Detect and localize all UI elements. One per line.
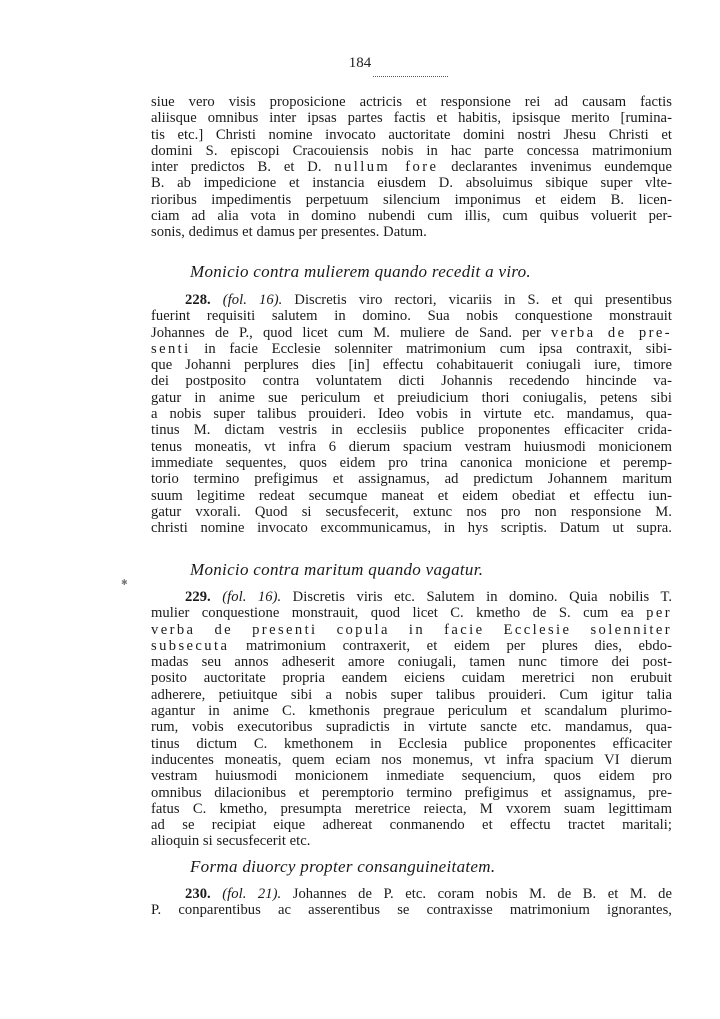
text-line: rum, vobis executoribus supradictis in virtute sancte etc. mandamus, qua-: [151, 719, 672, 736]
text-line: tenus moneatis, vt infra 6 dierum spacium vestram huiusmodi monicionem: [151, 438, 672, 455]
text-line: torio termino prefigimus et assignamus, ad predictum Johannem maritum: [151, 471, 672, 488]
page-number: 184: [348, 55, 372, 71]
text-fragment: Discretis viris etc. Salutem in domino. Quia nobilis T.: [292, 589, 673, 605]
text-fragment: Johannes de P. etc. coram nobis M. de B. et M. de: [292, 886, 672, 902]
section-229-body: [151, 589, 672, 850]
text-fragment: Discretis viro rectori, vicariis in S. et qui presentibus: [294, 292, 672, 308]
text-line: immediate sequentes, quos eidem pro trina canonica monicione et peremp-: [151, 454, 672, 471]
text-line: verba de presenti copula in facie Ecclesie solenniter: [151, 621, 672, 638]
text-line: sonis, dedimus et damus per presentes. Datum.: [151, 224, 427, 241]
text-line: rioribus impedimentis perpetuum silencium imponimus et eidem B. licen-: [151, 191, 672, 208]
text-line: vestram huiusmodi monicionem inmediate sequencium, quos eidem pro: [151, 768, 672, 785]
text-line: subsecuta matrimonium contraxerit, et eidem per plures dies, ebdo-: [151, 637, 672, 654]
text-line: aliisque omnibus inter ipsas partes factis et habitis, ipsisque merito [rumina-: [151, 110, 672, 127]
text-line: christi nomine invocato excommunicamus, in hys scriptis. Datum ut supra.: [151, 520, 672, 537]
text-line: mulier conquestione monstrauit, quod licet C. kmetho de S. cum ea per: [151, 605, 672, 622]
text-line: a nobis super talibus prouideri. Ideo vobis in virtute etc. mandamus, qua-: [151, 406, 672, 423]
text-line: gatur vxorali. Quod si secusfecerit, extunc nos pro non responsione M.: [151, 503, 672, 520]
text-line: madas seu annos adheserit amore coniugali, tamen nunc timore dei post-: [151, 654, 672, 671]
entry-number: 228.: [185, 292, 211, 308]
section-heading-229: Monicio contra maritum quando vagatur.: [190, 560, 484, 579]
spaced-emphasis: per: [646, 605, 672, 622]
text-line: ciam ad alia vota in domino nubendi cum illis, cum quibus voluerit per-: [151, 208, 672, 225]
text-line: alioquin si secusfecerit etc.: [151, 833, 311, 850]
spaced-emphasis: subsecuta: [151, 637, 230, 654]
folio-reference: (fol. 16).: [222, 589, 282, 605]
text-line: fatus C. kmetho, presumpta meretrice reiecta, M vxorem suam legittimam: [151, 800, 672, 817]
text-line: siue vero visis proposicione actricis et responsione rei ad causam factis: [151, 94, 672, 110]
entry-number: 230.: [185, 886, 211, 902]
text-line: dei postposito contra voluntatem dicti Johannis recedendo hincinde va-: [151, 373, 672, 390]
text-line: omnibus dilacionibus et peremptorio termino prefigimus et assignamus, pre-: [151, 784, 672, 801]
text-line: suum legitime redeat secumque maneat et eidem obediat et effectu iun-: [151, 487, 672, 504]
folio-reference: (fol. 21).: [222, 886, 282, 902]
folio-reference: (fol. 16).: [222, 292, 283, 308]
section-230-body: [151, 886, 672, 919]
intro-paragraph: [151, 94, 672, 241]
text-line: ad se recipiat eique adhereat conmanendo et effectu tractet maritali;: [151, 817, 672, 834]
text-line-first: [151, 886, 672, 902]
text-line: B. ab impedicione et instancia eiusdem D. absoluimus sibique super vlte-: [151, 175, 672, 192]
text-line-first: [151, 292, 672, 308]
text-line: tinus M. dictam vestris in ecclesiis publice proponentes efficaciter crida-: [151, 422, 672, 439]
text-line: adherere, petiuitque sibi a nobis super talibus prouideri. Cum igitur talia: [151, 686, 672, 703]
text-line: domini S. episcopi Cracouiensis nobis in hac parte concessa matrimonium: [151, 142, 672, 159]
text-line: gatur in anime sue periculum et preiudicium thori coniugalis, petens sibi: [151, 389, 672, 406]
section-heading-228: Monicio contra mulierem quando recedit a viro.: [190, 262, 531, 281]
text-line-first: [151, 589, 672, 605]
text-line: posito auctoritate propria eandem eiciens cuidam meretrici non erubuit: [151, 670, 672, 687]
margin-speck: ✱: [121, 578, 128, 587]
text-line: inter predictos B. et D. nullum fore declarantes invenimus eundemque: [151, 159, 672, 176]
text-line: tis etc.] Christi nomine invocato auctoritate domini nostri Jhesu Christi et: [151, 126, 672, 143]
text-line: inducentes moneatis, quem eciam nos monemus, vt infra spacium VI dierum: [151, 751, 672, 768]
text-line: senti in facie Ecclesie solenniter matrimonium cum ipsa contraxit, sibi-: [151, 340, 672, 357]
text-line: tinus dictum C. kmethonem in Ecclesia publice proponentes efficaciter: [151, 735, 672, 752]
text-line: Johannes de P., quod licet cum M. muliere de Sand. per verba de pre-: [151, 324, 672, 341]
entry-number: 229.: [185, 589, 211, 605]
section-heading-230: Forma diuorcy propter consanguineitatem.: [190, 857, 496, 876]
text-line: que Johanni perplures dies [in] effectu cohabitauerit coniugali iure, timore: [151, 357, 672, 374]
text-line: fuerint requisiti salutem in domino. Sua nobis conquestione monstrauit: [151, 308, 672, 325]
spaced-emphasis: nullum fore: [334, 159, 439, 176]
text-line: P. conparentibus ac asserentibus se contraxisse matrimonium ignorantes,: [151, 902, 672, 919]
spaced-emphasis: verba de pre-: [551, 324, 672, 341]
page-number-rule: [373, 76, 448, 77]
text-line: agantur in anime C. kmethonis pregraue periculum et scandalum plurimo-: [151, 703, 672, 720]
spaced-emphasis: senti: [151, 340, 191, 357]
section-228-body: [151, 292, 672, 536]
